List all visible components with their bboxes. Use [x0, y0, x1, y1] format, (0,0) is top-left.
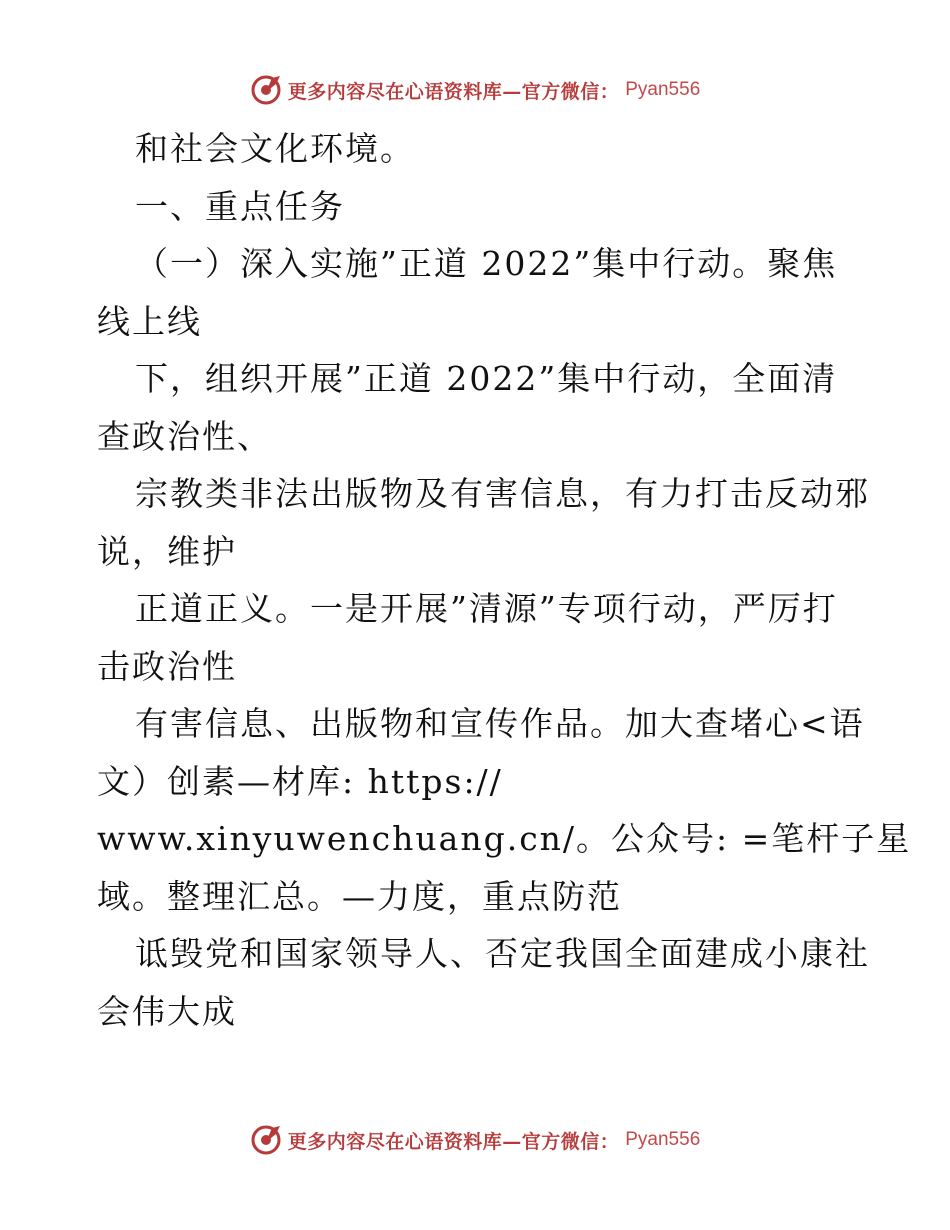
text-line: 正道正义。一是开展”清源”专项行动，严厉打	[135, 589, 838, 628]
header-banner-contact: Pyan556	[625, 79, 701, 100]
quill-logo-icon	[250, 1124, 282, 1156]
text-line: 有害信息、出版物和宣传作品。加大查堵心<语	[135, 704, 865, 743]
text-line: （一）深入实施”正道 2022”集中行动。聚焦	[135, 244, 838, 283]
text-line: 会伟大成	[97, 991, 237, 1031]
header-banner-text: 更多内容尽在心语资料库—官方微信：	[287, 80, 620, 103]
quill-logo-icon	[250, 74, 282, 106]
text-line: 文）创素—材库: https://	[97, 761, 503, 801]
text-line: 线上线	[97, 301, 202, 341]
footer-banner-contact: Pyan556	[625, 1129, 701, 1150]
page-footer-banner	[0, 1120, 950, 1160]
page-header-banner	[0, 70, 950, 110]
text-line: 宗教类非法出版物及有害信息，有力打击反动邪	[135, 474, 870, 513]
text-line: 域。整理汇总。—力度，重点防范	[97, 876, 622, 916]
text-line: 下，组织开展”正道 2022”集中行动，全面清	[135, 359, 838, 398]
text-line: 击政治性	[97, 646, 237, 686]
text-line: www.xinyuwenchuang.cn/。公众号: =笔杆子星	[97, 819, 912, 858]
text-line: 说，维护	[97, 531, 237, 571]
text-line: 和社会文化环境。	[135, 129, 415, 168]
footer-banner-text: 更多内容尽在心语资料库—官方微信：	[287, 1130, 620, 1153]
text-line: 查政治性、	[97, 416, 272, 456]
text-line: 诋毁党和国家领导人、否定我国全面建成小康社	[135, 934, 870, 973]
text-line: 一、重点任务	[135, 186, 345, 226]
document-body	[97, 120, 912, 1040]
